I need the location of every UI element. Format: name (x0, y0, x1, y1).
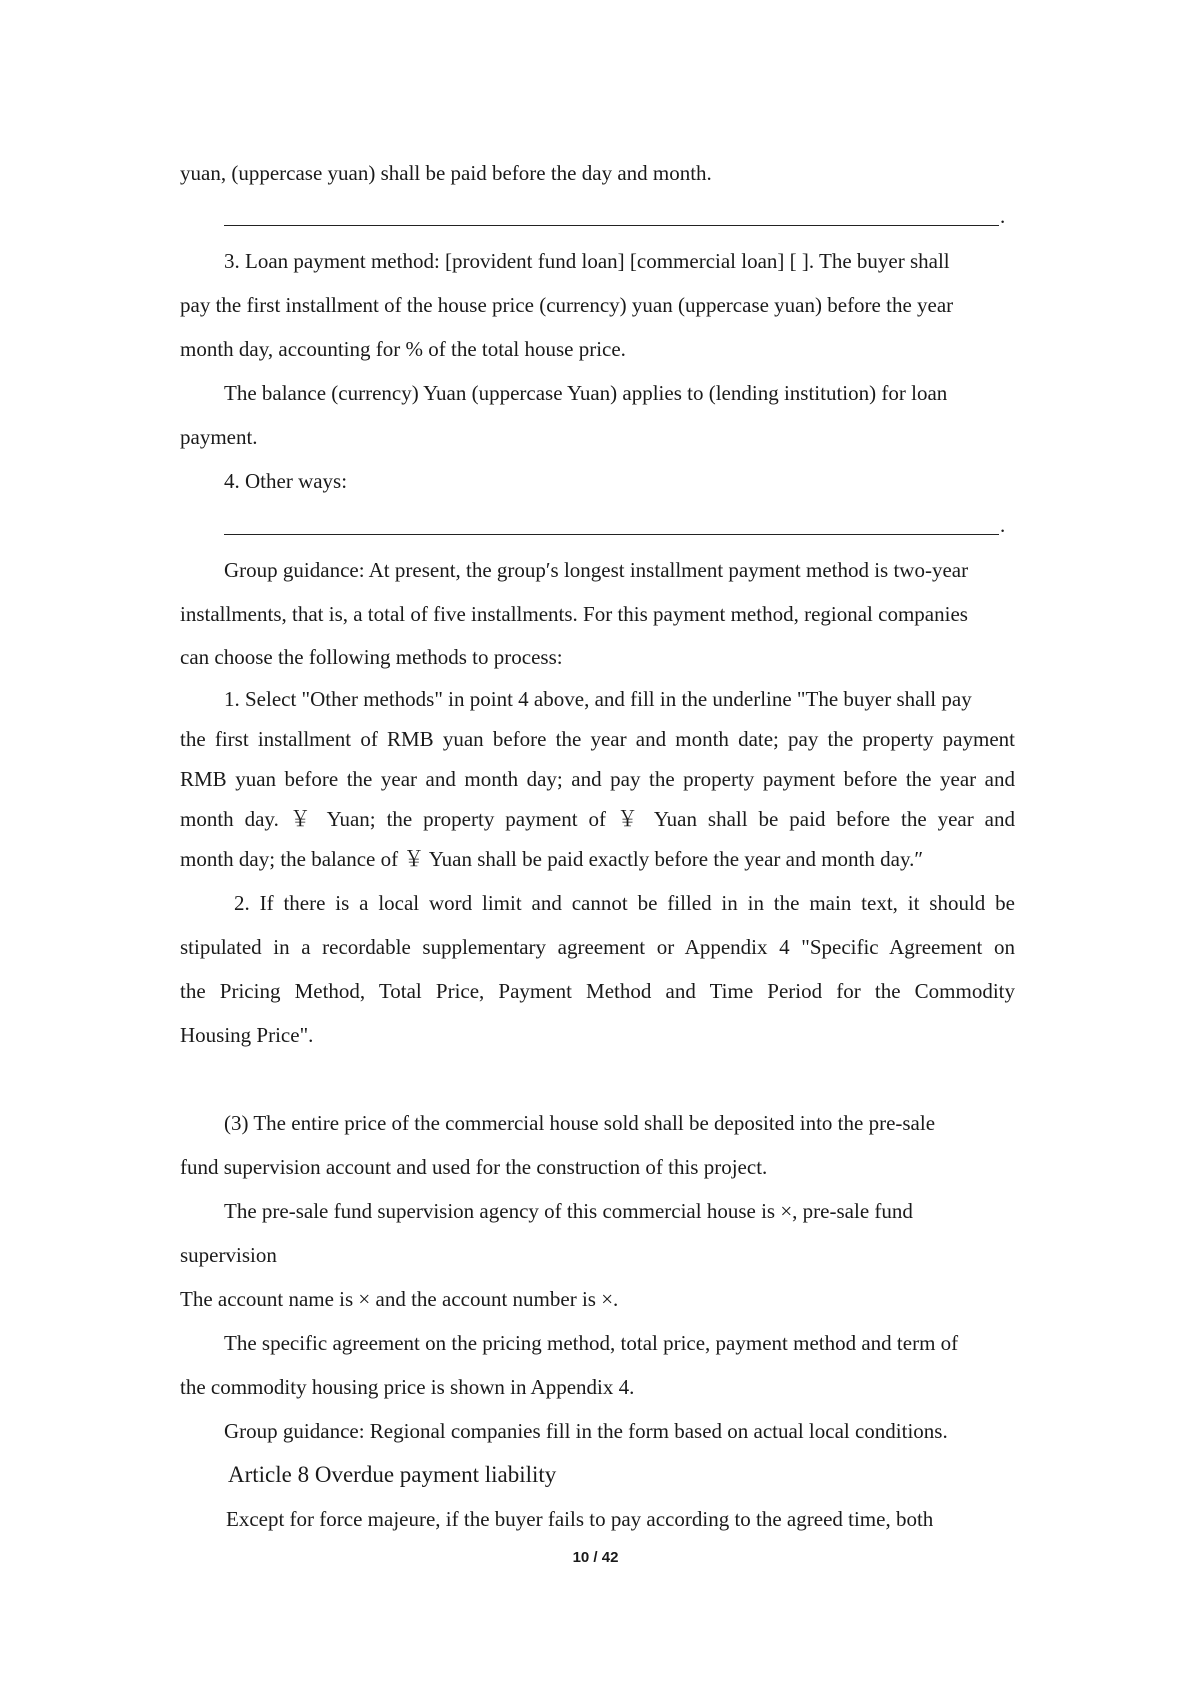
method-one-line: month day; the balance of ￥ Yuan shall be paid exactly before the year and month day.″ (180, 847, 924, 871)
article-heading: Article 8 Overdue payment liability (228, 1462, 557, 1487)
method-one-line: 1. Select "Other methods" in point 4 above, and fill in the underline "The buyer shall pay (224, 687, 972, 711)
page-number: 10 / 42 (572, 1549, 619, 1566)
other-ways-line: 4. Other ways: (224, 469, 348, 493)
agency-line: supervision (180, 1243, 277, 1267)
group-guidance-line: installments, that is, a total of five installments. For this payment method, regional companies (180, 602, 968, 626)
method-one-line: the first installment of RMB yuan before the year and month date; pay the property payment (180, 727, 1015, 751)
deposit-line: (3) The entire price of the commercial house sold shall be deposited into the pre-sale (224, 1111, 936, 1135)
balance-line: The balance (currency) Yuan (uppercase Yuan) applies to (lending institution) for loan (224, 381, 948, 405)
group-guidance-line: Group guidance: At present, the group′s longest installment payment method is two-year (224, 558, 969, 582)
article-body-line: Except for force majeure, if the buyer fails to pay according to the agreed time, both (226, 1507, 934, 1531)
method-one-line: month day. ￥ Yuan; the property payment of ￥ Yuan shall be paid before the year and (180, 807, 1015, 831)
deposit-line: fund supervision account and used for the construction of this project. (180, 1155, 768, 1179)
method-two-line: 2. If there is a local word limit and cannot be filled in in the main text, it should be (234, 891, 1015, 915)
loan-payment-line: pay the first installment of the house price (currency) yuan (uppercase yuan) before the year (180, 293, 954, 317)
group-guidance-line: Group guidance: Regional companies fill in the form based on actual local conditions. (224, 1419, 948, 1443)
blank-period: . (1000, 513, 1006, 537)
balance-line: payment. (180, 425, 258, 449)
blank-period: . (1000, 204, 1006, 228)
method-two-line: stipulated in a recordable supplementary agreement or Appendix 4 "Specific Agreement on (180, 935, 1015, 959)
method-one-line: RMB yuan before the year and month day; and pay the property payment before the year and (180, 767, 1015, 791)
fill-in-blank-line (224, 225, 999, 226)
specific-agreement-line: the commodity housing price is shown in Appendix 4. (180, 1375, 635, 1399)
account-line: The account name is × and the account number is ×. (180, 1287, 619, 1311)
paragraph-line: yuan, (uppercase yuan) shall be paid before the day and month. (180, 161, 712, 185)
specific-agreement-line: The specific agreement on the pricing method, total price, payment method and term of (224, 1331, 959, 1355)
loan-payment-line: 3. Loan payment method: [provident fund loan] [commercial loan] [ ]. The buyer shall (224, 249, 950, 273)
agency-line: The pre-sale fund supervision agency of this commercial house is ×, pre-sale fund (224, 1199, 913, 1223)
method-two-line: the Pricing Method, Total Price, Payment Method and Time Period for the Commodity (180, 979, 1015, 1003)
method-two-line: Housing Price". (180, 1023, 314, 1047)
loan-payment-line: month day, accounting for % of the total house price. (180, 337, 626, 361)
group-guidance-line: can choose the following methods to process: (180, 645, 563, 669)
fill-in-blank-line (224, 534, 999, 535)
